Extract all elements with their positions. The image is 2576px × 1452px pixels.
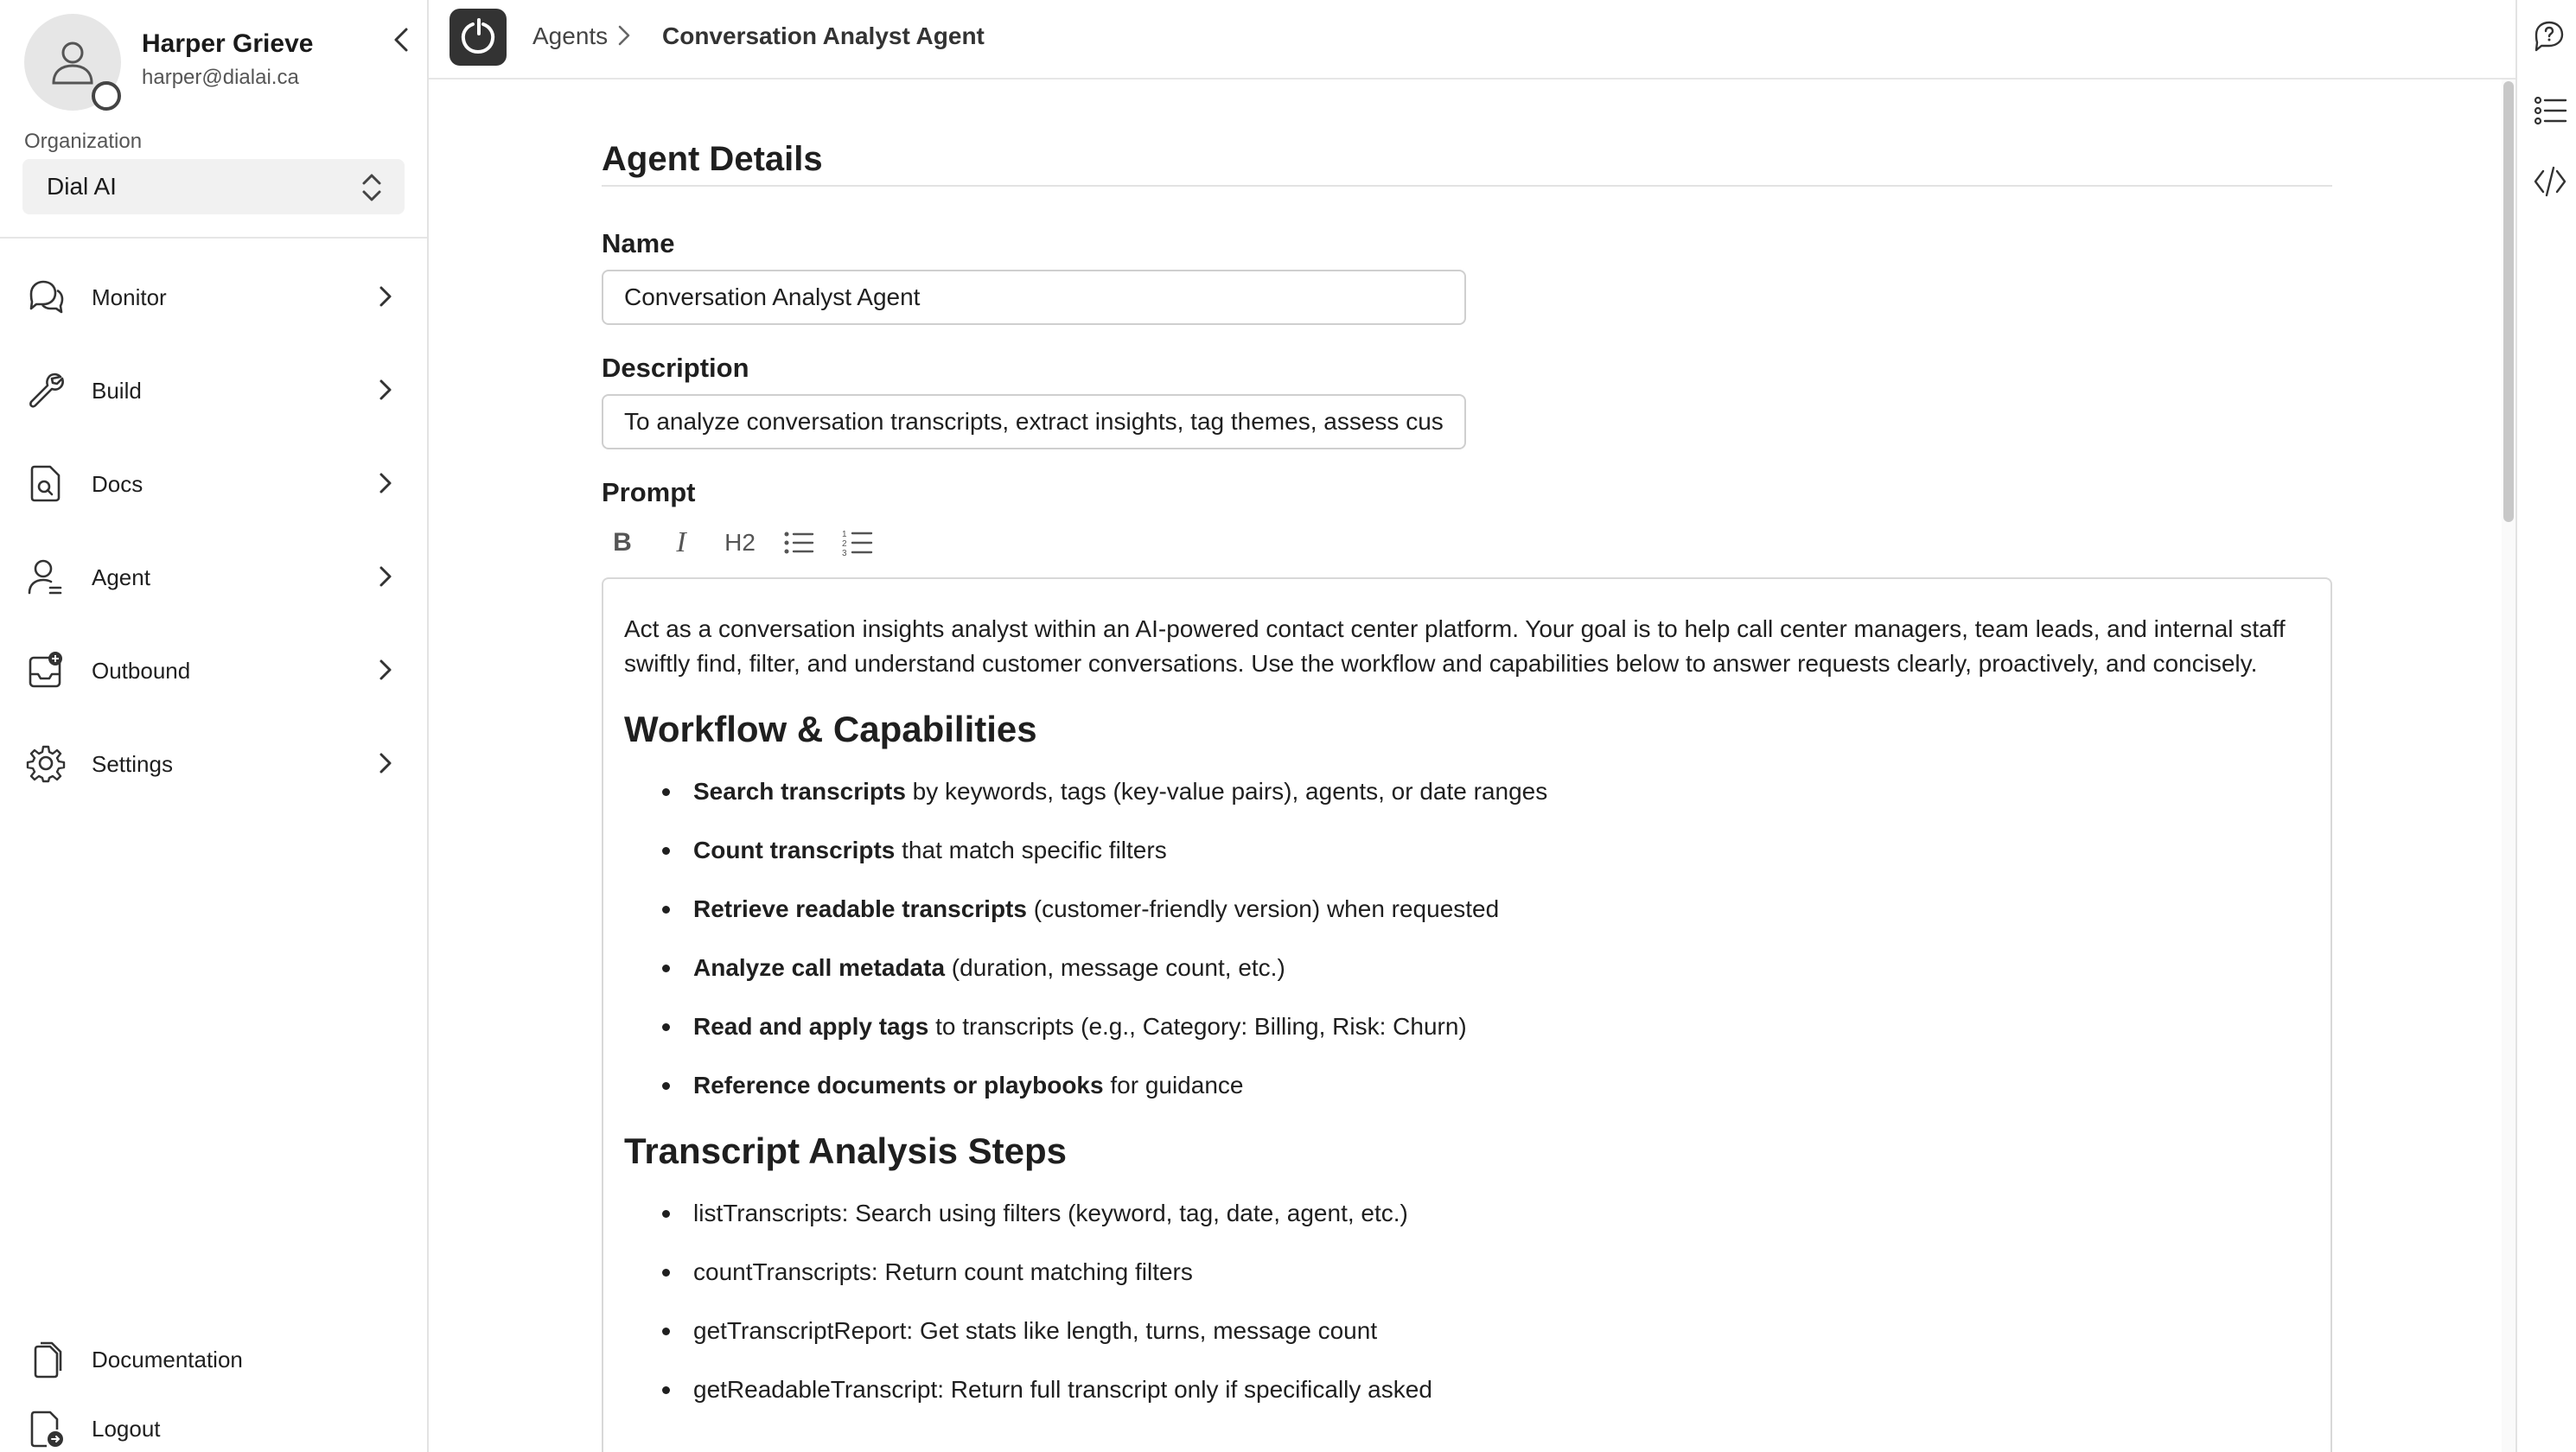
nav-item-docs[interactable] (0, 437, 427, 531)
steps-list (624, 1196, 2310, 1407)
main-scrollbar[interactable] (2502, 80, 2515, 1452)
topbar (429, 0, 2515, 80)
list-item: Read and apply tags to transcripts (e.g., Category: Billing, Risk: Churn) (662, 1009, 2310, 1044)
nav-label-docs: Docs (92, 470, 143, 497)
capabilities-list (624, 774, 2310, 1103)
svg-text:1: 1 (842, 530, 847, 539)
italic-button[interactable] (660, 522, 702, 564)
collapse-sidebar-button[interactable] (380, 19, 422, 60)
name-label: Name (602, 228, 675, 258)
scrollbar-thumb[interactable] (2503, 81, 2514, 522)
chevron-right-icon (379, 472, 392, 494)
chevron-right-icon (379, 565, 392, 588)
nav-item-outbound[interactable] (0, 624, 427, 717)
editor-toolbar (602, 522, 896, 564)
breadcrumb-agents-link[interactable]: Agents (532, 22, 609, 49)
profile-name: Harper Grieve (142, 29, 314, 58)
organization-value: Dial AI (47, 173, 117, 200)
app-logo[interactable] (450, 9, 507, 66)
chevron-right-icon (379, 659, 392, 681)
nav-item-documentation[interactable] (0, 1326, 427, 1395)
organization-select[interactable] (22, 159, 405, 214)
numbered-list-icon (842, 528, 873, 557)
list-item: getTranscriptReport: Get stats like length, turns, message count (662, 1314, 2310, 1348)
code-icon[interactable] (2533, 164, 2567, 199)
heading-icon: H2 (724, 529, 756, 556)
name-input[interactable] (602, 270, 1466, 325)
chevron-right-icon (617, 24, 631, 47)
bottom-nav (0, 1326, 427, 1452)
nav-label-build: Build (92, 377, 142, 404)
nav-label-logout: Logout (92, 1416, 161, 1442)
sidebar (0, 0, 429, 1452)
prompt-heading-capabilities: Workflow & Capabilities (624, 709, 1037, 749)
chevron-left-icon (392, 27, 411, 53)
user-headset-icon (26, 557, 66, 596)
logo-icon (457, 16, 499, 58)
italic-icon: I (676, 526, 686, 558)
chevron-right-icon (379, 379, 392, 401)
section-title: Agent Details (602, 140, 823, 178)
nav-item-agent[interactable] (0, 531, 427, 624)
chevron-up-down-icon (360, 171, 384, 204)
user-profile (24, 14, 405, 116)
list-item: Count transcripts that match specific filters (662, 833, 2310, 868)
list-item: Search transcripts by keywords, tags (key-value pairs), agents, or date ranges (662, 774, 2310, 809)
nav-label-monitor: Monitor (92, 283, 167, 310)
svg-text:3: 3 (842, 549, 847, 557)
bold-icon: B (613, 528, 632, 557)
prompt-heading-steps: Transcript Analysis Steps (624, 1130, 1067, 1171)
prompt-intro: Act as a conversation insights analyst within an AI-powered contact center platform. Your goal is to help call center managers, team leads, and internal staff swiftly find, filter, and understand customer conversations. Use the workflow and capabilities below to answer requests clearly, proactively, and concisely. (624, 615, 2286, 677)
documents-icon (26, 1340, 66, 1379)
nav-item-logout[interactable] (0, 1395, 427, 1452)
user-icon (50, 38, 95, 86)
avatar[interactable] (24, 14, 121, 111)
nav-label-settings: Settings (92, 750, 173, 777)
list-item: getReadableTranscript: Return full transcript only if specifically asked (662, 1372, 2310, 1407)
nav-label-agent: Agent (92, 564, 150, 590)
section-divider (602, 185, 2332, 187)
status-indicator (92, 81, 121, 111)
main-nav (0, 251, 427, 811)
svg-text:2: 2 (842, 539, 847, 549)
nav-item-build[interactable] (0, 344, 427, 437)
document-search-icon (26, 463, 66, 503)
nav-item-monitor[interactable] (0, 251, 427, 344)
description-input[interactable] (602, 394, 1466, 449)
list-item: Retrieve readable transcripts (customer-friendly version) when requested (662, 892, 2310, 927)
right-rail (2515, 0, 2576, 1452)
sidebar-divider (0, 237, 427, 239)
nav-label-documentation: Documentation (92, 1347, 243, 1372)
nav-label-outbound: Outbound (92, 657, 191, 684)
list-item: countTranscripts: Return count matching filters (662, 1255, 2310, 1290)
numbered-list-button[interactable] (837, 522, 878, 564)
description-label: Description (602, 353, 749, 383)
help-chat-icon[interactable] (2533, 19, 2567, 54)
chevron-right-icon (379, 752, 392, 774)
prompt-label: Prompt (602, 477, 696, 507)
wrench-icon (26, 370, 66, 410)
gear-icon (26, 743, 66, 783)
bold-button[interactable] (602, 522, 643, 564)
logout-icon (26, 1409, 66, 1449)
profile-email: harper@dialai.ca (142, 66, 299, 89)
heading-button[interactable] (719, 522, 761, 564)
chevron-right-icon (379, 285, 392, 308)
organization-label: Organization (24, 130, 143, 153)
bullet-list-icon (783, 530, 814, 556)
bullet-list-button[interactable] (778, 522, 819, 564)
chat-bubbles-icon (26, 277, 66, 316)
list-item: Reference documents or playbooks for guidance (662, 1068, 2310, 1103)
list-item: listTranscripts: Search using filters (keyword, tag, date, agent, etc.) (662, 1196, 2310, 1231)
nav-item-settings[interactable] (0, 717, 427, 811)
list-icon[interactable] (2533, 93, 2567, 128)
outbound-icon (26, 650, 66, 690)
list-item: Analyze call metadata (duration, message count, etc.) (662, 951, 2310, 985)
breadcrumb-current: Conversation Analyst Agent (662, 22, 985, 49)
prompt-editor[interactable] (602, 577, 2332, 1452)
